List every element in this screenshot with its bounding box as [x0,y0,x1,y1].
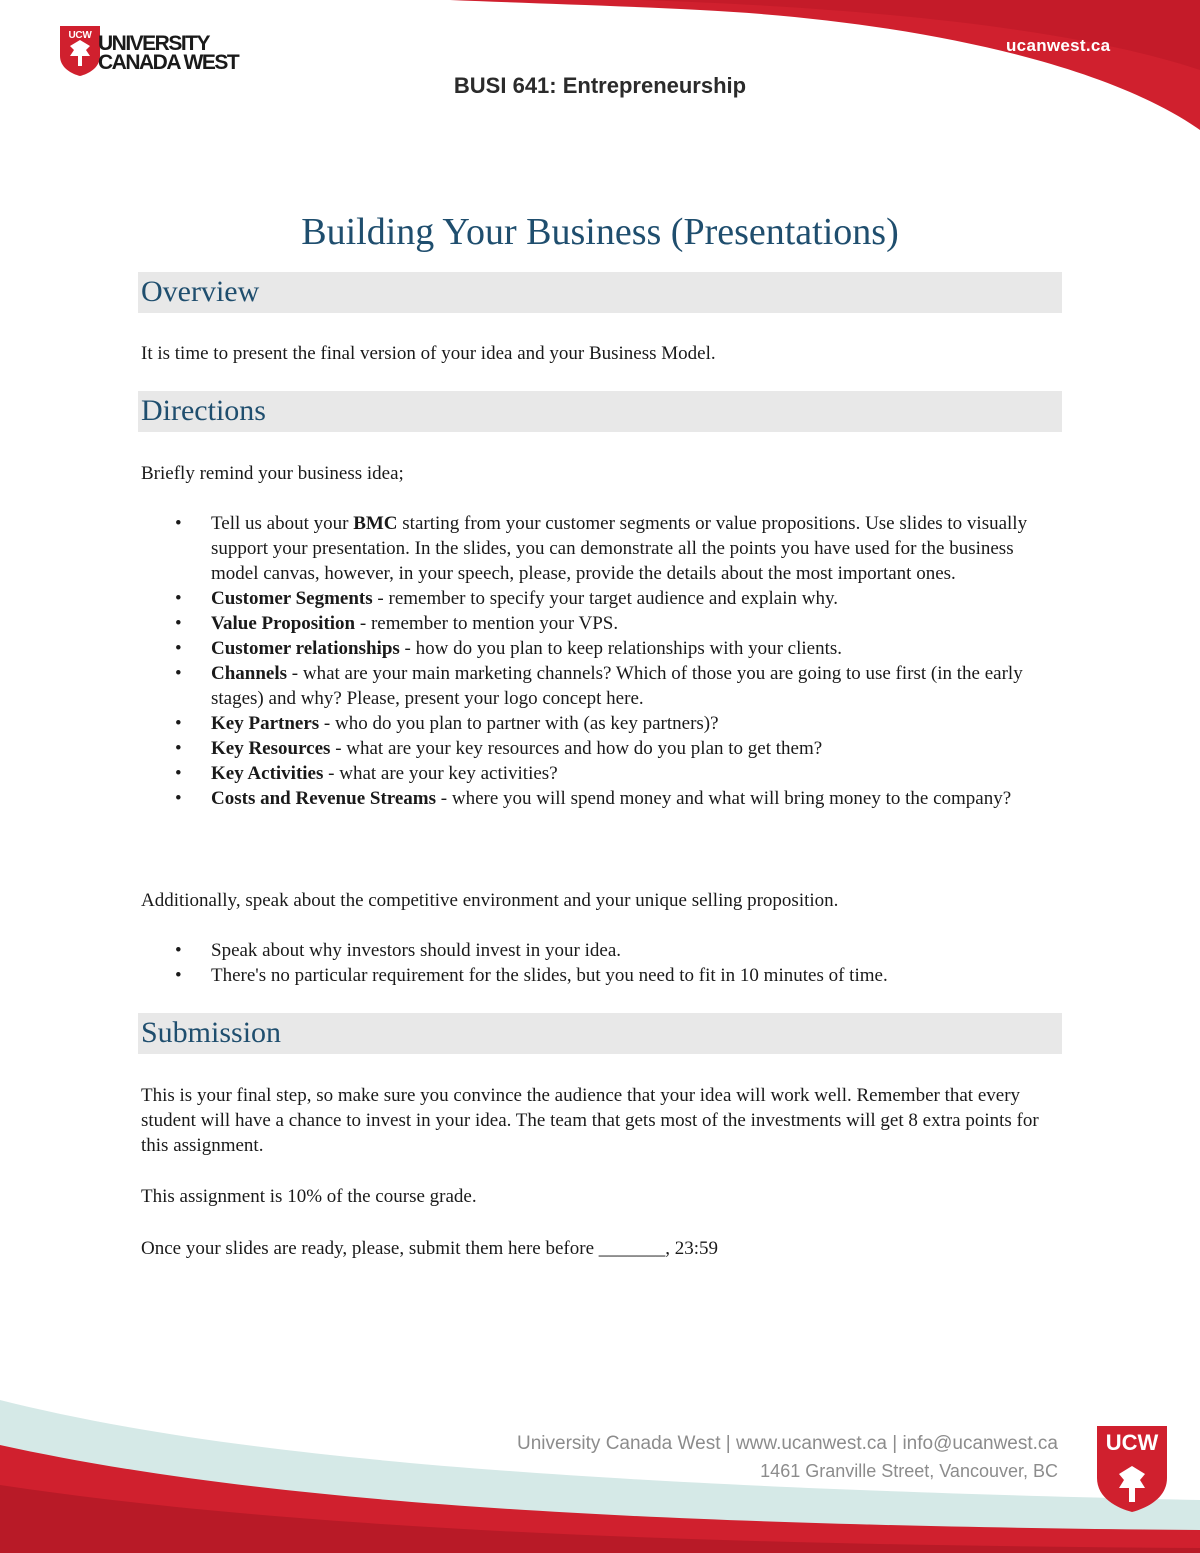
logo-badge-text: UCW [68,30,92,41]
list-item: • There's no particular requirement for the slides, but you need to fit in 10 minutes of time. [175,965,888,986]
list-item: • Costs and Revenue Streams - where you will spend money and what will bring money to the company? [175,788,1012,809]
logo-text-line2: CANADA WEST [98,51,239,74]
list-item: • Value Proposition - remember to mention your VPS. [175,613,619,634]
list-item: • Customer Segments - remember to specify your target audience and explain why. [175,588,838,609]
directions-additional: Additionally, speak about the competitive environment and your unique selling proposition. [141,890,839,911]
section-heading-submission: Submission [141,1016,282,1049]
list-item: • Speak about why investors should invest in your idea. [175,940,622,961]
submission-para-2: This assignment is 10% of the course grade. [141,1186,477,1207]
submission-para-1: This is your final step, so make sure you convince the audience that your idea will work well. Remember that every student will have a chance to invest in your idea. The team that gets most of the investments will get 8 extra points for this assignment. [141,1085,1039,1156]
directions-list [141,511,1061,811]
logo-text-line1: UNIVERSITY [98,32,210,55]
list-item: • Key Partners - who do you plan to partner with (as key partners)? [175,713,719,734]
section-directions [138,391,1062,432]
directions-list-2 [141,938,1061,988]
course-title: BUSI 641: Entrepreneurship [453,73,747,98]
directions-intro: Briefly remind your business idea; [141,463,404,484]
section-heading-overview: Overview [141,275,260,308]
list-item: • Key Activities - what are your key activities? [175,763,558,784]
section-heading-directions: Directions [141,394,266,427]
section-overview [138,272,1062,313]
list-item: • Customer relationships - how do you plan to keep relationships with your clients. [175,638,843,659]
list-item: • Tell us about your BMC starting from your customer segments or value propositions. Use slides to visually support your presentation. In the slides, you can demonstrate all the points you have used for the business model canvas, however, in your speech, please, provide the details about the most important ones. [175,513,1028,584]
website-link[interactable]: ucanwest.ca [1006,36,1111,55]
list-item: • Channels - what are your main marketing channels? Which of those you are going to use first (in the early stages) and why? Please, present your logo concept here. [175,663,1023,709]
footer-address: 1461 Granville Street, Vancouver, BC [760,1461,1058,1481]
submission-para-3: Once your slides are ready, please, submit them here before _______, 23:59 [141,1238,719,1259]
document-title: Building Your Business (Presentations) [301,211,899,253]
section-submission [138,1013,1062,1054]
overview-text: It is time to present the final version of your idea and your Business Model. [141,343,716,364]
footer-logo-badge-text: UCW [1105,1430,1159,1455]
footer-contact: University Canada West | www.ucanwest.ca | info@ucanwest.ca [517,1433,1058,1454]
list-item: • Key Resources - what are your key resources and how do you plan to get them? [175,738,823,759]
